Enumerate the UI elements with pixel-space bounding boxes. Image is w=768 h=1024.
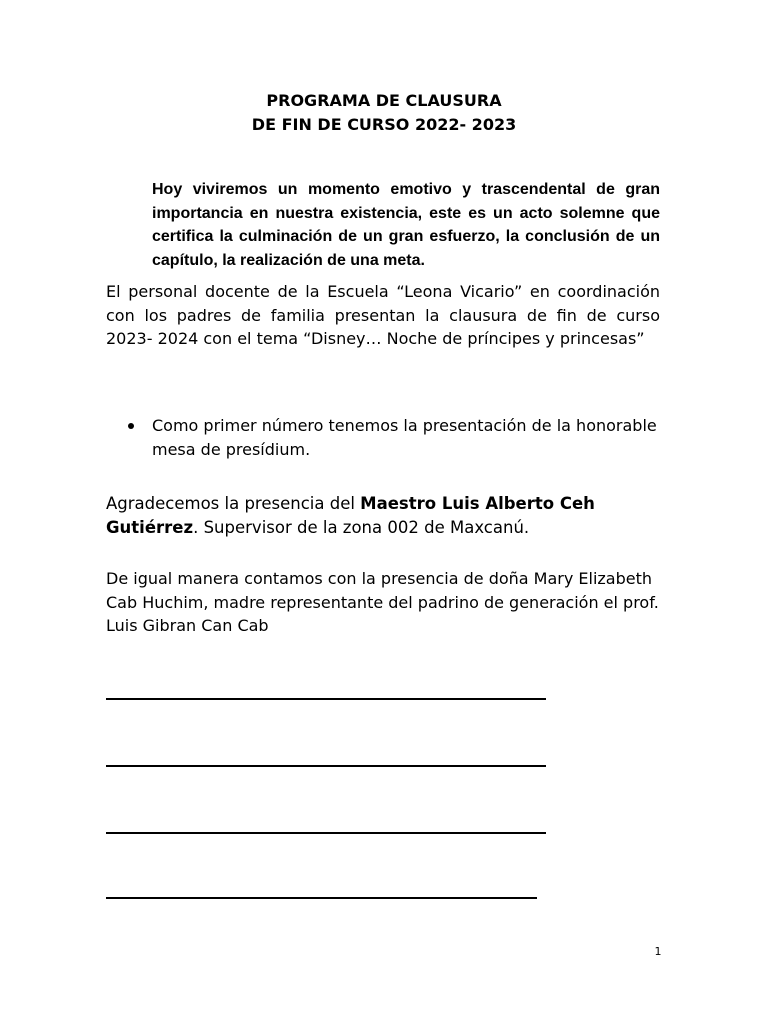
document-title-line-2: DE FIN DE CURSO 2022- 2023 [251, 115, 517, 134]
bullet-icon [128, 423, 134, 429]
supervisor-name: Maestro Luis Alberto Ceh Gutiérrez [106, 494, 595, 537]
page-number: 1 [654, 945, 662, 958]
intro-paragraph: Hoy viviremos un momento emotivo y trascendental de gran importancia en nuestra existencia, este es un acto solemne que certifica la culminación de un gran esfuerzo, la conclusión de un capítulo, la realización de una meta. [152, 181, 660, 269]
presence-paragraph: De igual manera contamos con la presencia de doña Mary Elizabeth Cab Huchim, madre representante del padrino de generación el prof. Luis Gibran Can Cab [106, 569, 659, 635]
blank-line-4 [106, 897, 537, 899]
list-item [106, 414, 660, 461]
thanks-prefix: Agradecemos la presencia del [106, 494, 361, 513]
thanks-suffix: . Supervisor de la zona 002 de Maxcanú. [193, 518, 530, 537]
blank-line-2 [106, 765, 546, 767]
list-item-text: Como primer número tenemos la presentación de la honorable mesa de presídium. [152, 416, 657, 459]
thanks-paragraph [106, 492, 660, 540]
staff-paragraph: El personal docente de la Escuela “Leona Vicario” en coordinación con los padres de familia presentan la clausura de fin de curso 2023- 2024 con el tema “Disney… Noche de príncipes y princesas” [106, 282, 660, 348]
blank-line-1 [106, 698, 546, 700]
program-list [106, 414, 660, 461]
document-title-line-1: PROGRAMA DE CLAUSURA [266, 91, 502, 110]
blank-line-3 [106, 832, 546, 834]
